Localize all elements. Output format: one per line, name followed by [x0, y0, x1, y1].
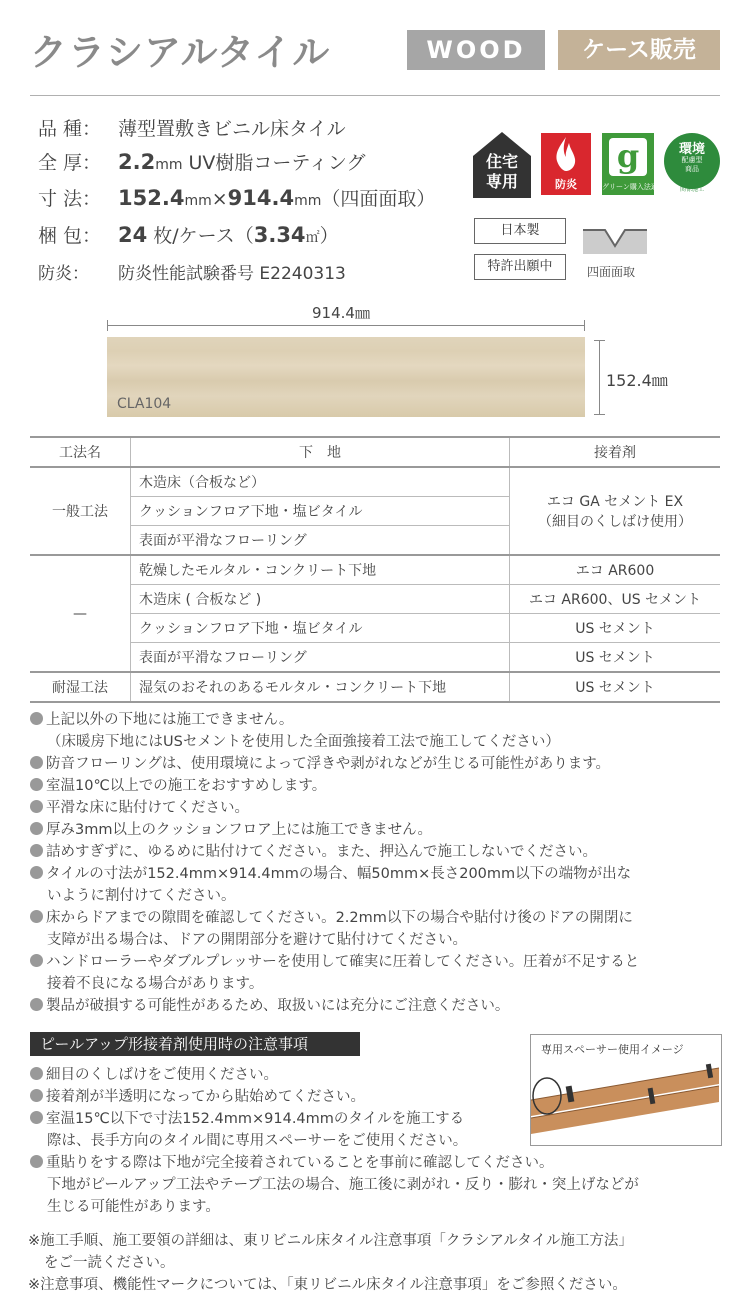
width-dimension-line [107, 325, 585, 326]
peel-note-item: 室温15℃以下で寸法152.4mm×914.4mmのタイルを施工する [30, 1108, 464, 1130]
note-item: いように割付けてください。 [47, 888, 236, 904]
tile-height-label: 152.4㎜ [606, 371, 668, 390]
chamfer-label: 四面面取 [587, 265, 636, 279]
footer-note: ※施工手順、施工要領の詳細は、東リビニル床タイル注意事項「クラシアルタイル施工方法」 [28, 1233, 633, 1249]
table-row: クッションフロア下地・塩ビタイル [30, 497, 720, 526]
table-row: 木造床 ( 合板など ) エコ AR600、US セメント [30, 585, 720, 614]
spec-thickness: 全 厚： 2.2mm UV樹脂コーティング [38, 150, 366, 174]
bullet-icon [30, 1089, 43, 1102]
bullet-icon [30, 800, 43, 813]
green-purchase-badge: g グリーン購入法適合 [602, 133, 654, 195]
bullet-icon [30, 1155, 43, 1168]
note-item: （床暖房下地にはUSセメントを使用した全面強接着工法で施工してください） [47, 734, 560, 750]
note-item: 平滑な床に貼付けてください。 [30, 797, 249, 819]
peel-up-section-title: ピールアップ形接着剤使用時の注意事項 [30, 1032, 360, 1056]
tile-code: CLA104 [117, 396, 172, 412]
note-item: 床からドアまでの隙間を確認してください。2.2mm以下の場合や貼付け後のドアの開閉に [30, 907, 633, 929]
peel-note-item: 生じる可能性があります。 [47, 1199, 220, 1215]
bullet-icon [30, 910, 43, 923]
spec-fireproof: 防炎： 防炎性能試験番号 E2240313 [38, 264, 346, 284]
note-item: 厚み3mm以上のクッションフロア上には施工できません。 [30, 819, 432, 841]
note-item: 詰めすぎずに、ゆるめに貼付けてください。また、押込んで施工しないでください。 [30, 841, 597, 863]
eco-badge: 環境 配慮型 商品 リサイクル 関係施工 [664, 133, 720, 195]
bullet-icon [30, 1111, 43, 1124]
bullet-icon [30, 822, 43, 835]
bullet-icon [30, 1067, 43, 1080]
peel-note-item: 接着剤が半透明になってから貼始めてください。 [30, 1086, 365, 1108]
table-header-row: 工法名 下 地 接着剤 [30, 437, 720, 467]
note-item: 防音フローリングは、使用環境によって浮きや剥がれなどが生じる可能性があります。 [30, 753, 610, 775]
fireproof-badge: 防炎 [541, 133, 591, 195]
bullet-icon [30, 778, 43, 791]
peel-note-item: 下地がピールアップ工法やテープ工法の場合、施工後に剥がれ・反り・膨れ・突上げなどが [47, 1177, 639, 1193]
made-in-japan-label: 日本製 [474, 218, 566, 244]
table-row: 耐湿工法 湿気のおそれのあるモルタル・コンクリート下地 US セメント [30, 672, 720, 702]
bullet-icon [30, 756, 43, 769]
table-row: 表面が平滑なフローリング US セメント [30, 643, 720, 673]
construction-method-table [30, 436, 720, 703]
table-row: 表面が平滑なフローリング [30, 526, 720, 556]
chamfer-icon [583, 224, 647, 254]
table-row: — 乾燥したモルタル・コンクリート下地 エコ AR600 [30, 555, 720, 585]
green-g-icon: g [616, 137, 640, 175]
case-sale-tag: ケース販売 [558, 30, 720, 70]
footer-note: ※注意事項、機能性マークについては、「東リビニル床タイル注意事項」をご参照ください。 [28, 1277, 627, 1293]
tile-width-label: 914.4㎜ [312, 304, 370, 322]
bullet-icon [30, 954, 43, 967]
page-title: クラシアルタイル [30, 31, 331, 74]
spacer-image-title: 専用スペーサー使用イメージ [541, 1043, 684, 1056]
wood-tag: WOOD [407, 30, 545, 70]
spacer-illustration [531, 1058, 719, 1143]
tile-sample-image [107, 337, 585, 417]
flame-icon [541, 133, 591, 177]
peel-note-item: 重貼りをする際は下地が完全接着されていることを事前に確認してください。 [30, 1152, 554, 1174]
note-item: 支障が出る場合は、ドアの開閉部分を避けて貼付けてください。 [47, 932, 468, 948]
note-item: 室温10℃以上での施工をおすすめします。 [30, 775, 326, 797]
header-divider [30, 95, 720, 96]
note-item: タイルの寸法が152.4mm×914.4mmの場合、幅50mm×長さ200mm以下の端物が出な [30, 863, 631, 885]
bullet-icon [30, 866, 43, 879]
patent-pending-label: 特許出願中 [474, 254, 566, 280]
spec-packing: 梱 包： 24 枚/ケース（3.34㎡） [38, 223, 339, 247]
house-only-badge: 住宅専用 [471, 130, 533, 198]
table-row: クッションフロア下地・塩ビタイル US セメント [30, 614, 720, 643]
bullet-icon [30, 998, 43, 1011]
spec-type: 品 種： 薄型置敷きビニル床タイル [38, 118, 346, 140]
note-item: 接着不良になる場合があります。 [47, 976, 264, 992]
bullet-icon [30, 844, 43, 857]
footer-note: をご一読ください。 [44, 1255, 175, 1271]
note-item: 上記以外の下地には施工できません。 [30, 709, 293, 731]
table-row: 一般工法 木造床（合板など） エコ GA セメント EX （細目のくしばけ使用） [30, 467, 720, 497]
note-item: 製品が破損する可能性があるため、取扱いには充分にご注意ください。 [30, 995, 509, 1017]
peel-note-item: 細目のくしばけをご使用ください。 [30, 1064, 278, 1086]
peel-note-item: 際は、長手方向のタイル間に専用スペーサーをご使用ください。 [47, 1133, 468, 1149]
spec-size: 寸 法： 152.4mm×914.4mm（四面面取） [38, 186, 436, 210]
note-item: ハンドローラーやダブルプレッサーを使用して確実に圧着してください。圧着が不足すると [30, 951, 639, 973]
bullet-icon [30, 712, 43, 725]
height-dimension-line [599, 340, 600, 415]
